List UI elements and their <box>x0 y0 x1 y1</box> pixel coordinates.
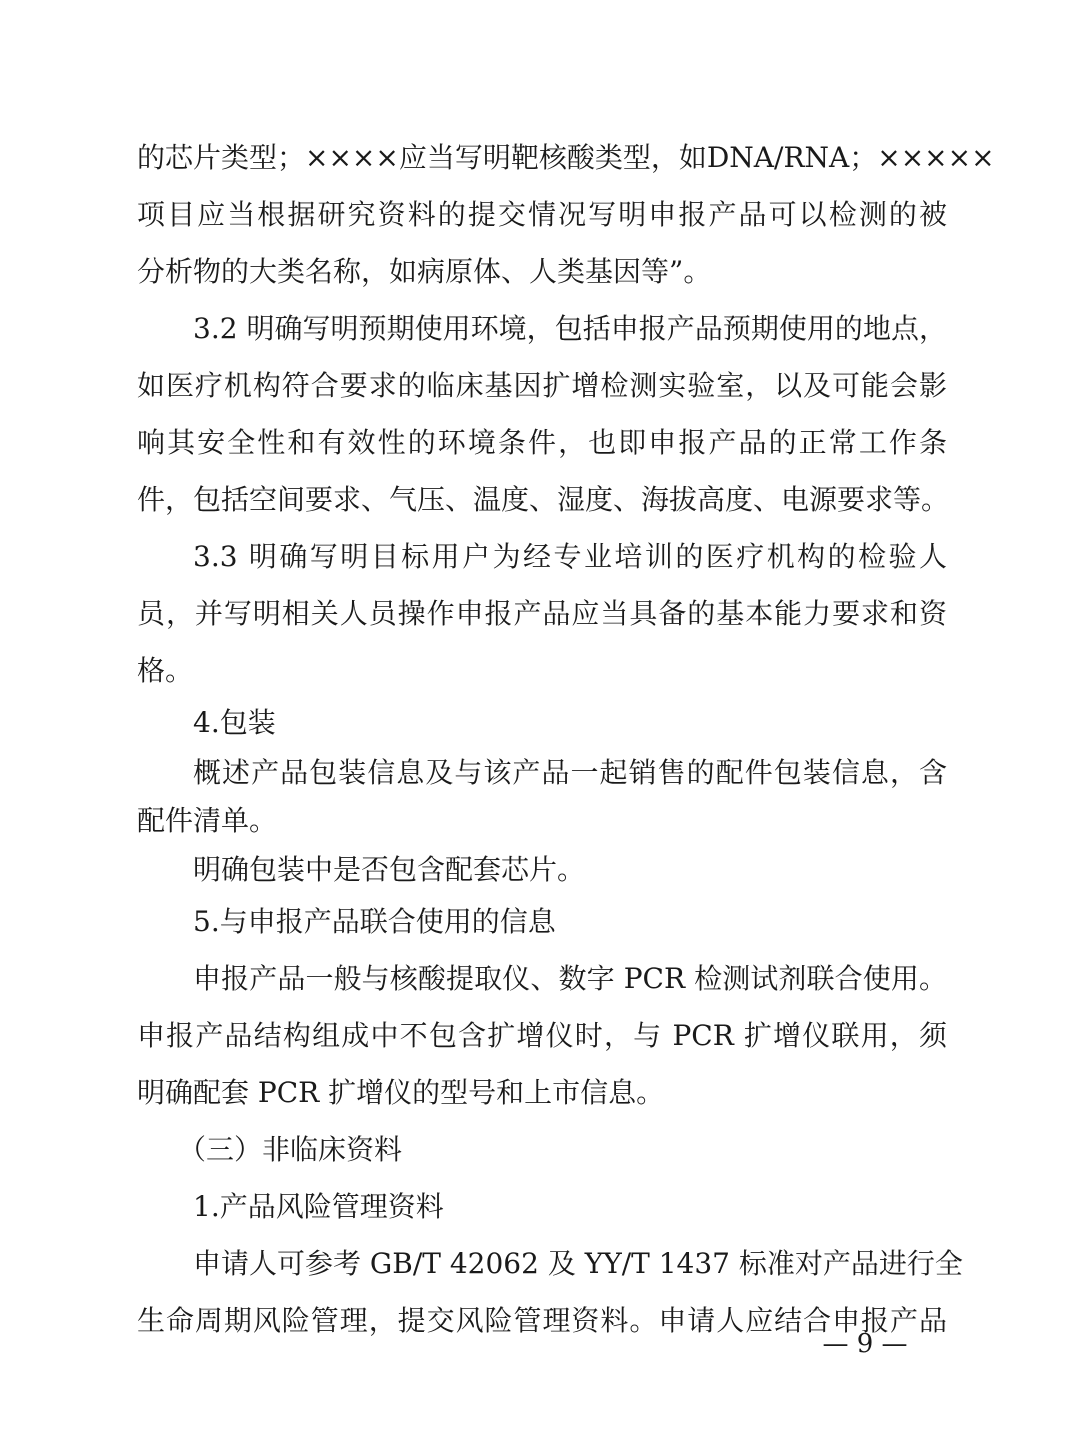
section-heading: 5.与申报产品联合使用的信息 <box>193 905 556 938</box>
body-line: 响其安全性和有效性的环境条件，也即申报产品的正常工作条 <box>137 426 947 459</box>
paragraph-line: 明确包装中是否包含配套芯片。 <box>193 853 586 886</box>
paragraph-line: 3.3 明确写明目标用户为经专业培训的医疗机构的检验人 <box>193 540 947 573</box>
section-heading: 1.产品风险管理资料 <box>193 1190 444 1223</box>
paragraph-line: 申报产品一般与核酸提取仪、数字 PCR 检测试剂联合使用。 <box>193 962 947 995</box>
body-line: 格。 <box>137 654 194 687</box>
body-line: 分析物的大类名称，如病原体、人类基因等”。 <box>137 255 712 288</box>
page-number: — 9 — <box>822 1329 908 1359</box>
paragraph-line: 3.2 明确写明预期使用环境，包括申报产品预期使用的地点， <box>193 312 947 345</box>
paragraph-line: 申请人可参考 GB/T 42062 及 YY/T 1437 标准对产品进行全 <box>193 1247 963 1280</box>
body-line: 件，包括空间要求、气压、温度、湿度、海拔高度、电源要求等。 <box>137 483 950 516</box>
chapter-heading: （三）非临床资料 <box>178 1133 403 1166</box>
paragraph-line: 概述产品包装信息及与该产品一起销售的配件包装信息，含 <box>193 756 947 789</box>
section-heading: 4.包装 <box>193 706 276 739</box>
body-line: 明确配套 PCR 扩增仪的型号和上市信息。 <box>137 1076 665 1109</box>
body-line: 申报产品结构组成中不包含扩增仪时，与 PCR 扩增仪联用，须 <box>137 1019 947 1052</box>
body-line: 如医疗机构符合要求的临床基因扩增检测实验室，以及可能会影 <box>137 369 947 402</box>
body-line: 配件清单。 <box>137 804 278 837</box>
body-line: 员，并写明相关人员操作申报产品应当具备的基本能力要求和资 <box>137 597 947 630</box>
body-line: 项目应当根据研究资料的提交情况写明申报产品可以检测的被 <box>137 198 947 231</box>
body-line: 生命周期风险管理，提交风险管理资料。申请人应结合申报产品 <box>137 1304 947 1337</box>
body-line: 的芯片类型；××××应当写明靶核酸类型，如DNA/RNA；××××× <box>137 141 995 174</box>
